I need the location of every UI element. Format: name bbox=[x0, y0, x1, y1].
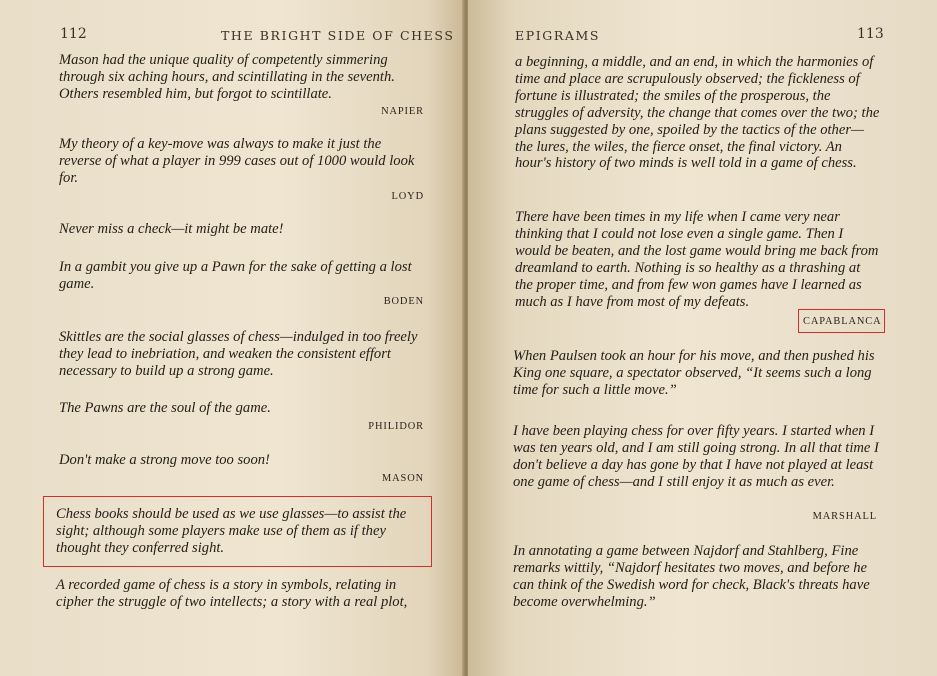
epigram-text: There have been times in my life when I came very near thinking that I could not lose even a single game. Then I would be beaten, and the lost game would bring me back from dreamland to earth. Nothing is so healthy as a thrashing at the proper time, and from few won games have I learned as much as I have from most of my defeats. bbox=[515, 209, 879, 310]
highlight-box bbox=[798, 309, 885, 333]
highlighted-attribution: CAPABLANCA bbox=[803, 316, 882, 327]
epigram-text: Don't make a strong move too soon! bbox=[59, 452, 270, 468]
epigram-text: Mason had the unique quality of competently simmering through six aching hours, and scintillating in the seventh. Others resembled him, but forgot to scintillate. bbox=[59, 52, 395, 102]
epigram-attribution: BODEN bbox=[383, 296, 424, 307]
epigram-attribution: LOYD bbox=[391, 191, 424, 202]
epigram-text: I have been playing chess for over fifty years. I started when I was ten years old, and I am still going strong. In all that time I don't believe a day has gone by that I have not played at least one game of chess—and I still enjoy it as much as ever. bbox=[513, 423, 879, 490]
epigram-text: In a gambit you give up a Pawn for the sake of getting a lost game. bbox=[59, 259, 412, 292]
epigram-text: Skittles are the social glasses of chess—indulged in too freely they lead to inebriation, and weaken the consistent effort necessary to build up a strong game. bbox=[59, 329, 418, 379]
epigram-text: Never miss a check—it might be mate! bbox=[59, 221, 284, 237]
left-running-head: THE BRIGHT SIDE OF CHESS bbox=[221, 28, 455, 43]
left-page-number: 112 bbox=[60, 26, 87, 42]
epigram-attribution: MARSHALL bbox=[812, 511, 877, 522]
epigram-text: a beginning, a middle, and an end, in which the harmonies of time and place are scrupulously observed; the fickleness of fortune is illustrated; the smiles of the prosperous, the struggles of adversity, the change that comes over the two; the plans suggested by one, spoiled by the tactics of the other—the lures, the wiles, the fierce onset, the final victory. An hour's history of two minds is well told in a game of chess. bbox=[515, 54, 880, 172]
epigram-attribution: NAPIER bbox=[381, 106, 424, 117]
epigram-text: The Pawns are the soul of the game. bbox=[59, 400, 271, 416]
left-page bbox=[0, 0, 465, 676]
epigram-attribution: PHILIDOR bbox=[368, 421, 424, 432]
epigram-attribution: MASON bbox=[381, 473, 424, 484]
right-running-head: EPIGRAMS bbox=[515, 28, 601, 43]
highlighted-epigram-text: Chess books should be used as we use glasses—to assist the sight; although some players make use of them as if they thought they conferred sight. bbox=[56, 506, 407, 556]
epigram-text: In annotating a game between Najdorf and Stahlberg, Fine remarks wittily, “Najdorf hesitates two moves, and before he can think of the Swedish word for check, Black's threats have become overwhelming.” bbox=[513, 543, 870, 610]
highlight-box bbox=[43, 496, 432, 567]
epigram-text: My theory of a key-move was always to make it just the reverse of what a player in 999 cases out of 1000 would look for. bbox=[59, 136, 415, 186]
epigram-text: When Paulsen took an hour for his move, and then pushed his King one square, a spectator observed, “It seems such a long time for such a little move.” bbox=[513, 348, 875, 398]
right-page-number: 113 bbox=[857, 26, 884, 42]
epigram-text: A recorded game of chess is a story in symbols, relating in cipher the struggle of two intellects; a story with a real plot, bbox=[56, 577, 408, 610]
right-page bbox=[468, 0, 937, 676]
